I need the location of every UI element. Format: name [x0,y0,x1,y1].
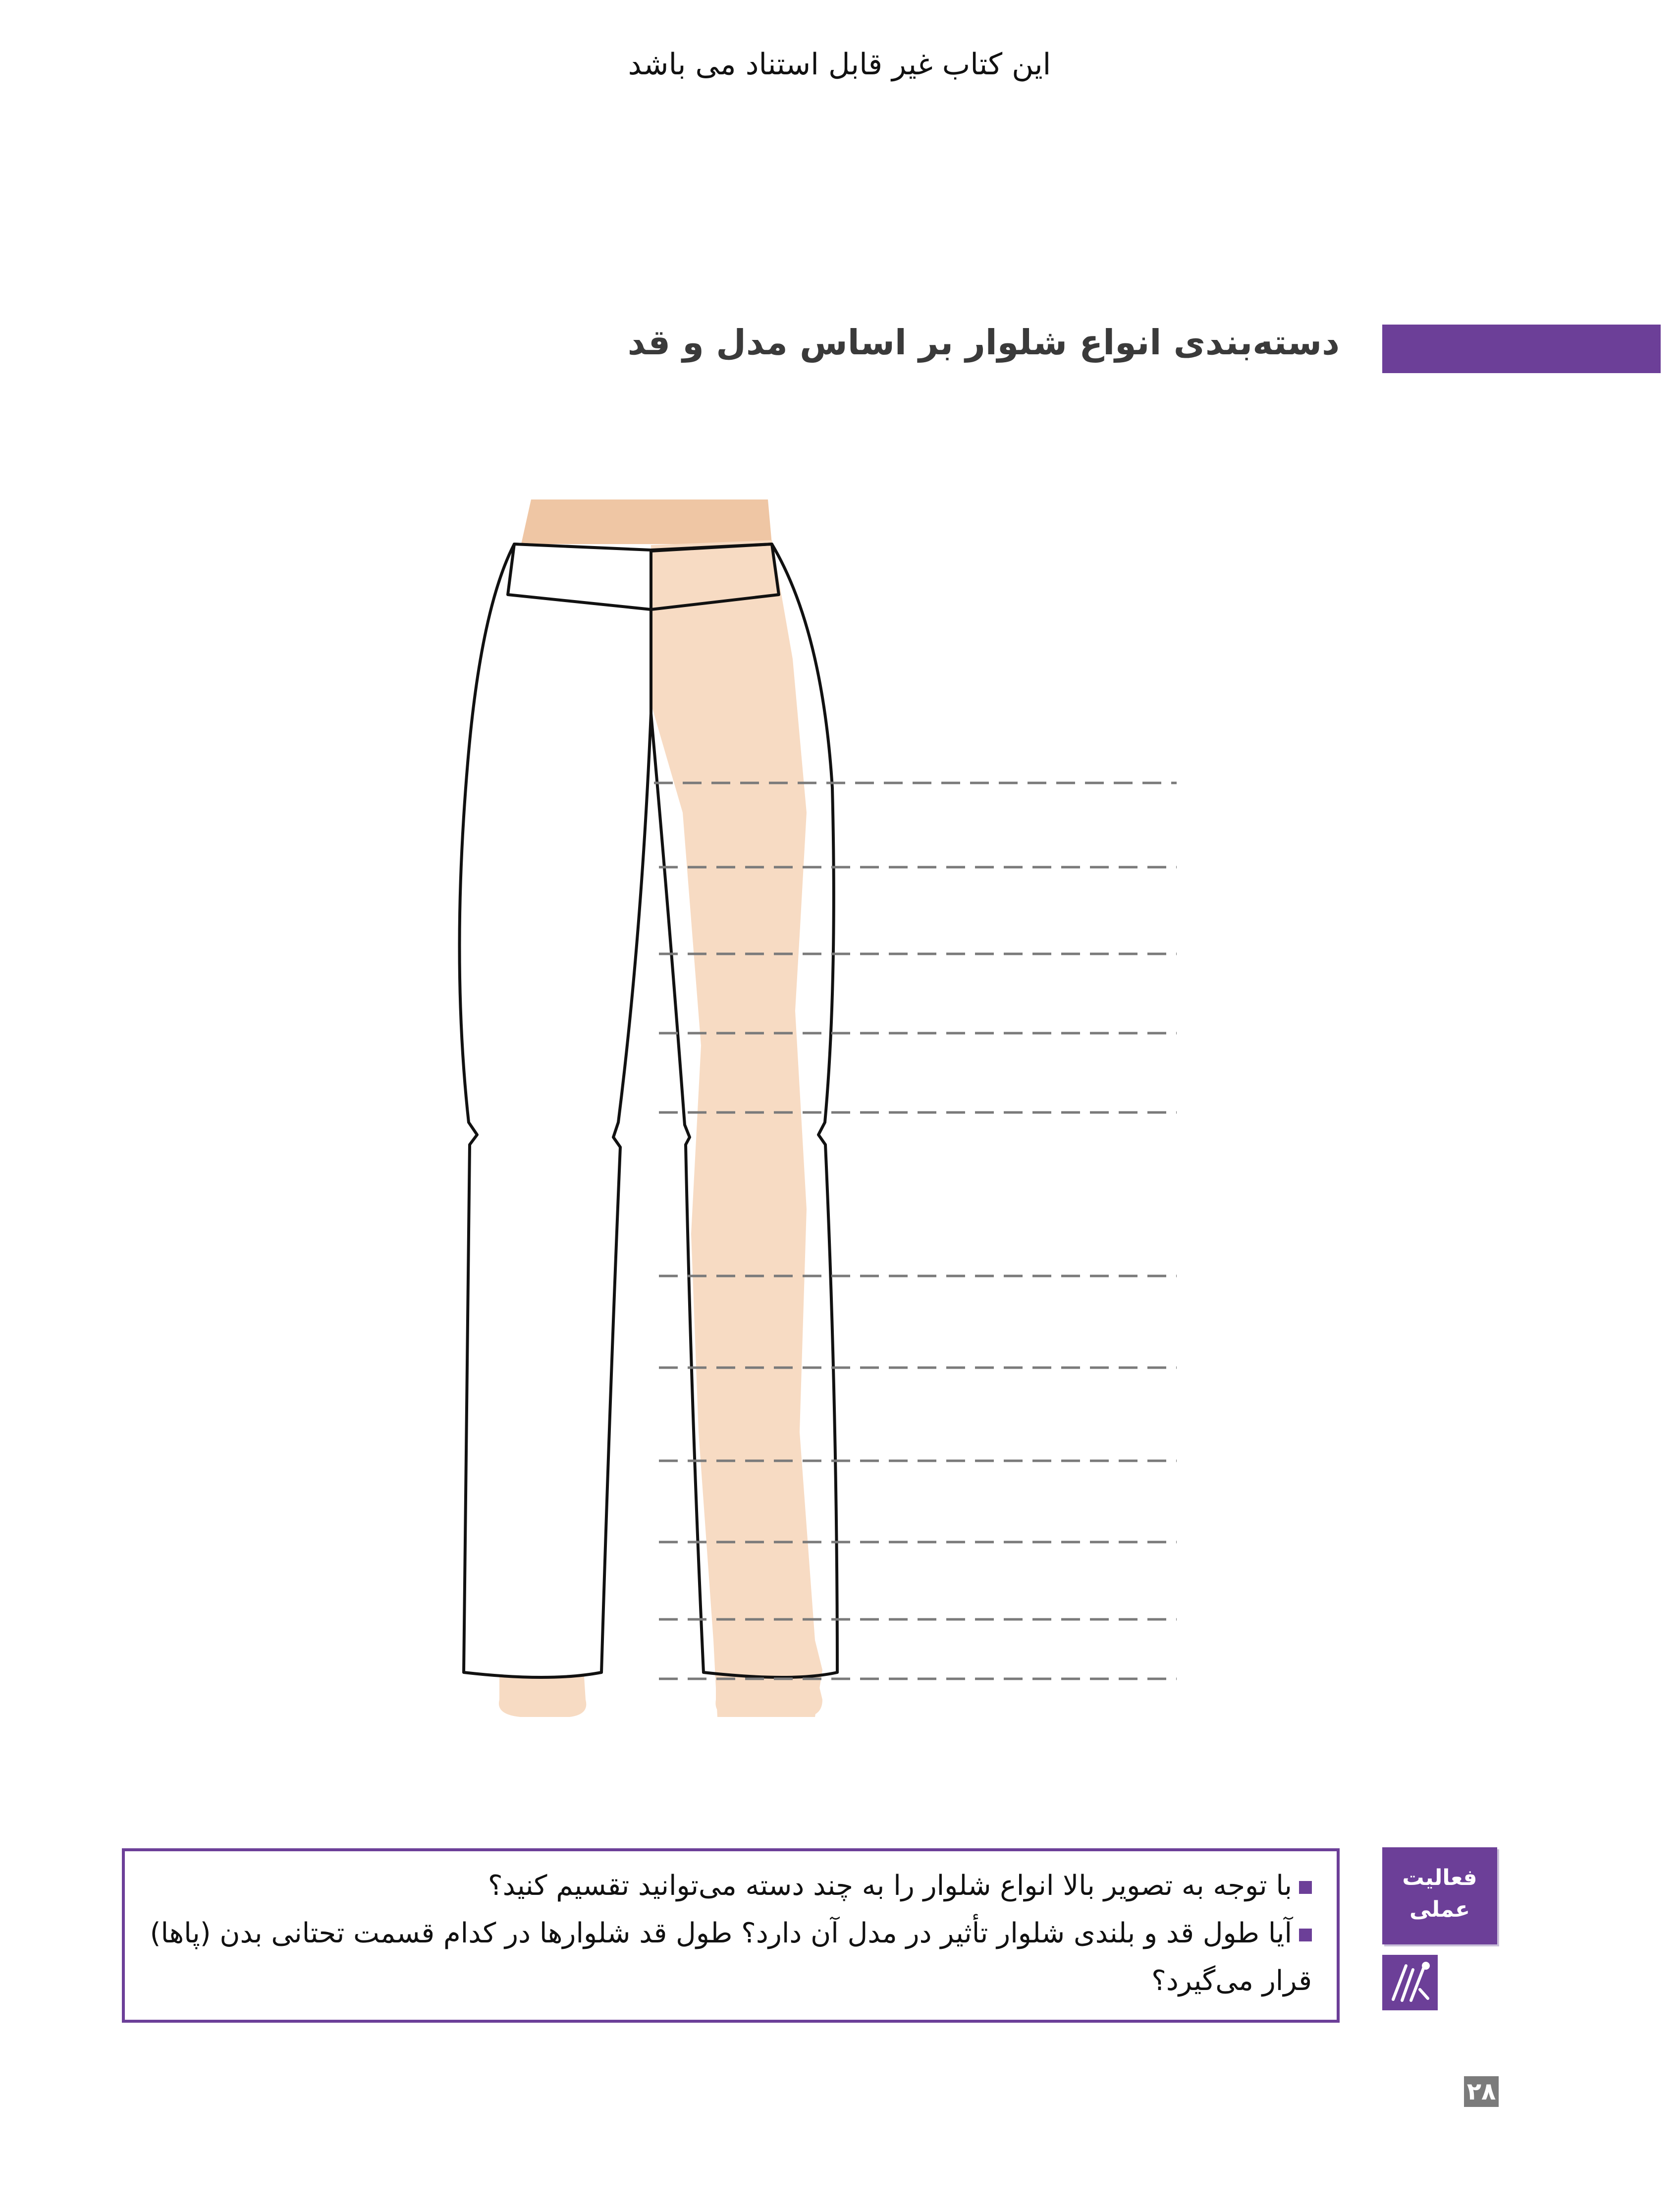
left-trouser-leg [459,544,651,1677]
activity-questions-box [122,1848,1340,2023]
page-number: ۲۸ [1464,2076,1499,2107]
header-note: این کتاب غیر قابل استناد می باشد [628,47,1051,82]
art-tools-icon [1382,1955,1438,2010]
question-text: آیا طول قد و بلندی شلوار تأثیر در مدل آن دارد؟ طول قد شلوارها در کدام قسمت تحتانی بدن (پاها) قرار می‌گیرد؟ [150,1917,1312,1997]
question-item [143,1862,1312,1910]
right-leg-skin [651,540,822,1717]
trousers-figure [446,491,1189,1729]
section-title-bar [1382,325,1661,373]
section-title: دسته‌بندی انواع شلوار بر اساس مدل و قد [627,322,1340,363]
activity-tag-line2: عملی [1409,1897,1470,1922]
bullet-square-icon [1299,1881,1312,1894]
activity-tag [1382,1847,1497,1944]
bullet-square-icon [1299,1929,1312,1941]
question-text: با توجه به تصویر بالا انواع شلوار را به چند دسته می‌توانید تقسیم کنید؟ [487,1870,1292,1902]
hips-skin [521,499,772,544]
question-item [143,1910,1312,2005]
activity-tag-line1: فعالیت [1402,1865,1477,1890]
